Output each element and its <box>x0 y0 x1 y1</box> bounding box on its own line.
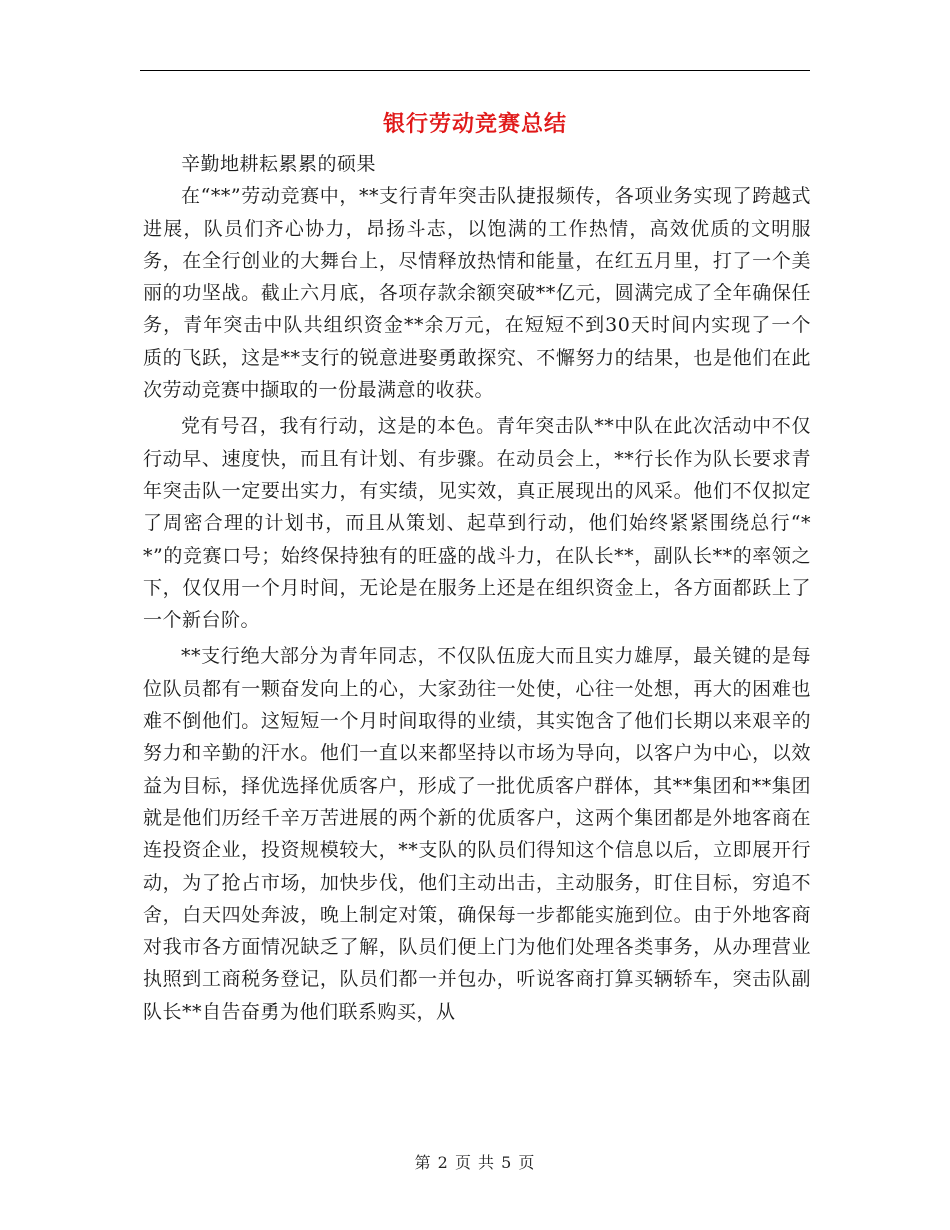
document-body <box>143 148 811 1028</box>
page-number: 第 2 页 共 5 页 <box>414 1153 536 1172</box>
subtitle: 辛勤地耕耘累累的硕果 <box>181 153 377 175</box>
paragraph-1: 在“**”劳动竞赛中，**支行青年突击队捷报频传，各项业务实现了跨越式进展，队员们齐心协力，昂扬斗志，以饱满的工作热情，高效优质的文明服务，在全行创业的大舞台上，尽情释放热情和能量，在红五月里，打了一个美丽的功坚战。截止六月底，各项存款余额突破**亿元，圆满完成了全年确保任务，青年突击中队共组织资金**余万元，在短短不到30天时间内实现了一个质的飞跃，这是**支行的锐意进娶勇敢探究、不懈努力的结果，也是他们在此次劳动竞赛中撷取的一份最满意的收获。 <box>143 185 811 402</box>
paragraph-2: 党有号召，我有行动，这是的本色。青年突击队**中队在此次活动中不仅行动早、速度快，而且有计划、有步骤。在动员会上，**行长作为队长要求青年突击队一定要出实力，有实绩，见实效，真正展现出的风采。他们不仅拟定了周密合理的计划书，而且从策划、起草到行动，他们始终紧紧围绕总行“**”的竞赛口号；始终保持独有的旺盛的战斗力，在队长**，副队长**的率领之下，仅仅用一个月时间，无论是在服务上还是在组织资金上，各方面都跃上了一个新台阶。 <box>143 415 811 632</box>
paragraph-3: **支行绝大部分为青年同志，不仅队伍庞大而且实力雄厚，最关键的是每位队员都有一颗奋发向上的心，大家劲往一处使，心往一处想，再大的困难也难不倒他们。这短短一个月时间取得的业绩，其实饱含了他们长期以来艰辛的努力和辛勤的汗水。他们一直以来都坚持以市场为导向，以客户为中心，以效益为目标，择优选择优质客户，形成了一批优质客户群体，其**集团和**集团就是他们历经千辛万苦进展的两个新的优质客户，这两个集团都是外地客商在连投资企业，投资规模较大，**支队的队员们得知这个信息以后，立即展开行动，为了抢占市场，加快步伐，他们主动出击，主动服务，盯住目标，穷追不舍，白天四处奔波，晚上制定对策，确保每一步都能实施到位。由于外地客商对我市各方面情况缺乏了解，队员们便上门为他们处理各类事务，从办理营业执照到工商税务登记，队员们都一并包办，听说客商打算买辆轿车，突击队副队长**自告奋勇为他们联系购买，从 <box>143 645 811 1023</box>
header-rule <box>140 70 810 71</box>
document-title: 银行劳动竞赛总结 <box>382 111 567 137</box>
